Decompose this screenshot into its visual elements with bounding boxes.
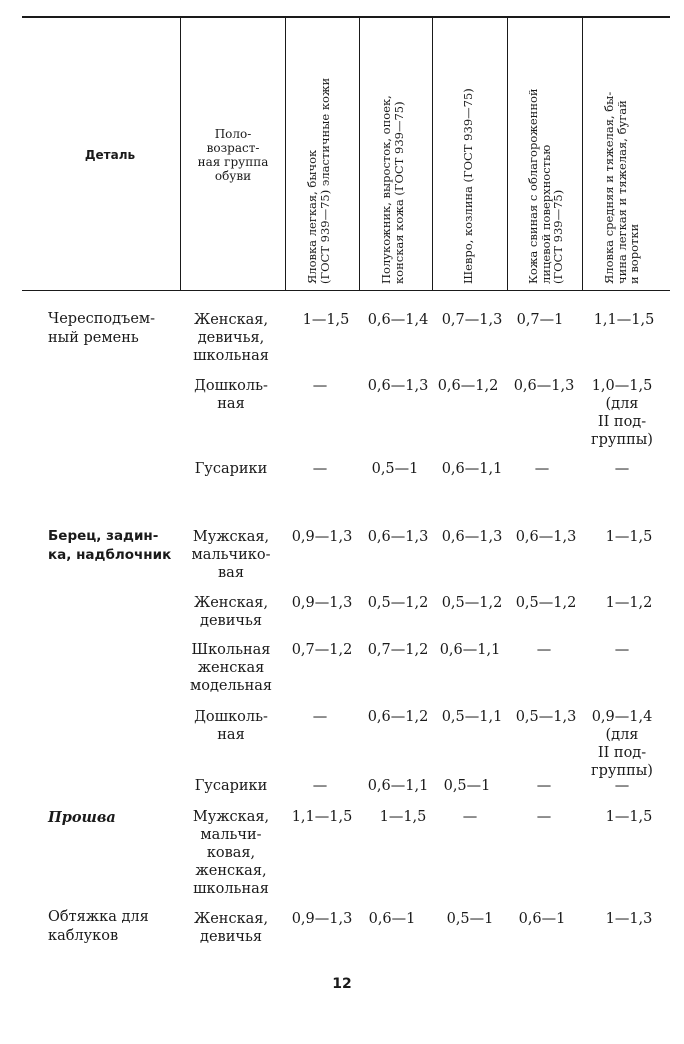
table-cell: 0,6—1,3 — [367, 378, 429, 394]
row-group — [186, 311, 276, 365]
header-column-1-text — [306, 28, 331, 284]
table-cell: 0,6—1,1 — [441, 461, 503, 477]
table-cell-text — [584, 377, 660, 449]
text-line: Обтяжка для — [48, 909, 149, 925]
row-group-text — [186, 460, 276, 478]
column-divider — [180, 18, 181, 290]
row-detail-text — [48, 310, 178, 348]
text-line: школьная — [193, 881, 269, 897]
text-line: ная — [217, 396, 245, 412]
text-line: Шевро, козлина (ГОСТ 939—75) — [461, 88, 475, 284]
row-group — [186, 594, 276, 630]
row-group — [186, 808, 276, 898]
text-line: Берец, задин- — [48, 528, 159, 544]
header-bottom-rule — [22, 290, 670, 291]
table-cell: 0,6—1 — [368, 911, 416, 927]
text-line: чина легкая и тяжелая, бугай — [614, 100, 629, 284]
table-top-rule — [22, 16, 670, 18]
table-cell: 0,5—1 — [446, 911, 494, 927]
table-cell: 1—1,5 — [302, 312, 350, 328]
text-line: женская, — [195, 863, 267, 879]
table-cell: 0,5—1,2 — [367, 595, 429, 611]
row-group — [186, 460, 276, 478]
text-line: ная группа — [197, 155, 269, 169]
row-group-text — [186, 528, 276, 582]
table-cell: — — [312, 461, 328, 477]
row-group-text — [186, 777, 276, 795]
header-column-3 — [462, 28, 475, 284]
table-cell: — — [614, 642, 630, 658]
table-cell: 0,9—1,3 — [291, 595, 353, 611]
text-line: 1,0—1,5 — [591, 378, 653, 394]
table-cell: 0,7—1 — [516, 312, 564, 328]
text-line: Поло- — [214, 127, 252, 141]
table-cell: 1—1,2 — [605, 595, 653, 611]
text-line: ная — [217, 727, 245, 743]
text-line: Женская, — [193, 911, 269, 927]
column-divider — [359, 18, 360, 290]
row-detail-text — [48, 908, 176, 946]
text-line: Женская, — [193, 312, 269, 328]
text-line: каблуков — [48, 928, 119, 944]
table-cell: — — [536, 642, 552, 658]
column-divider — [507, 18, 508, 290]
header-column-4 — [527, 28, 565, 284]
text-line: ка, надблочник — [48, 547, 172, 563]
text-line: школьная — [193, 348, 269, 364]
table-cell: 0,9—1,3 — [291, 529, 353, 545]
table-cell: 0,6—1 — [518, 911, 566, 927]
text-line: Мужская, — [192, 809, 270, 825]
text-line: лицевой поверхностью — [538, 144, 553, 284]
text-line: конская кожа (ГОСТ 939—75) — [391, 101, 406, 284]
column-divider — [582, 18, 583, 290]
table-cell: 0,5—1 — [443, 778, 491, 794]
row-detail-text — [48, 527, 180, 565]
table-cell: 0,6—1,1 — [439, 642, 501, 658]
text-line: Мужская, — [192, 529, 270, 545]
header-detail: Деталь — [84, 148, 136, 162]
text-line: и воротки — [627, 223, 641, 284]
text-line: (для — [605, 396, 639, 412]
table-cell: 1—1,5 — [605, 809, 653, 825]
table-cell: 0,5—1,2 — [441, 595, 503, 611]
text-line: Прошва — [48, 809, 116, 826]
table-cell — [584, 708, 660, 780]
table-cell: 0,6—1,3 — [441, 529, 503, 545]
table-cell: — — [536, 809, 552, 825]
table-cell: 0,7—1,3 — [441, 312, 503, 328]
text-line: мальчи- — [200, 827, 262, 843]
text-line: группы) — [591, 763, 653, 779]
page-number: 12 — [332, 976, 352, 992]
row-group — [186, 377, 276, 413]
text-line: Дошколь- — [194, 709, 268, 725]
row-group-text — [186, 708, 276, 744]
row-group-text — [186, 808, 276, 898]
row-group — [186, 641, 276, 695]
text-line: 0,9—1,4 — [591, 709, 653, 725]
text-line: Гусарики — [194, 778, 268, 794]
row-group-text — [186, 641, 276, 695]
text-line: модельная — [189, 678, 273, 694]
text-line: ный ремень — [48, 330, 139, 346]
text-line: Чересподъем- — [48, 311, 156, 327]
table-cell: 0,5—1,2 — [515, 595, 577, 611]
text-line: женская — [197, 660, 265, 676]
table-cell: 1,1—1,5 — [291, 809, 353, 825]
header-column-2-text — [380, 28, 405, 284]
table-cell: 0,6—1,1 — [367, 778, 429, 794]
column-divider — [432, 18, 433, 290]
row-group-text — [186, 377, 276, 413]
row-detail — [48, 808, 180, 827]
text-line: II под- — [597, 414, 647, 430]
text-line: вая — [218, 565, 244, 581]
table-cell: 0,7—1,2 — [291, 642, 353, 658]
text-line: девичья — [200, 613, 262, 629]
text-line: обуви — [214, 169, 252, 183]
text-line: девичья — [200, 929, 262, 945]
text-line: Женская, — [193, 595, 269, 611]
row-group — [186, 528, 276, 582]
text-line: Полукожник, выросток, опоек, — [379, 95, 393, 284]
text-line: Школьная — [191, 642, 271, 658]
header-group — [188, 127, 278, 183]
table-cell: — — [312, 709, 328, 725]
table-cell: 1—1,5 — [379, 809, 427, 825]
text-line: Гусарики — [194, 461, 268, 477]
text-line: Дошколь- — [194, 378, 268, 394]
table-cell: 0,9—1,3 — [291, 911, 353, 927]
row-detail-text — [48, 808, 180, 827]
text-line: девичья, — [197, 330, 265, 346]
header-column-5-text — [603, 28, 641, 284]
table-cell: 0,6—1,4 — [367, 312, 429, 328]
table-cell: 0,6—1,2 — [437, 378, 499, 394]
text-line: возраст- — [206, 141, 260, 155]
header-column-3-text — [462, 28, 475, 284]
table-cell: 0,6—1,3 — [367, 529, 429, 545]
column-divider — [285, 18, 286, 290]
text-line: (ГОСТ 939—75) — [551, 189, 565, 284]
table-cell: — — [536, 778, 552, 794]
text-line: ковая, — [206, 845, 256, 861]
table-cell: — — [312, 778, 328, 794]
text-line: II под- — [597, 745, 647, 761]
table-cell: 0,6—1,3 — [513, 378, 575, 394]
text-line: (ГОСТ 939—75) эластичные кожи — [317, 77, 332, 284]
row-group — [186, 777, 276, 795]
table-cell: 0,5—1 — [371, 461, 419, 477]
row-detail — [48, 527, 180, 565]
table-cell — [584, 377, 660, 449]
row-group-text — [186, 594, 276, 630]
table-cell: 0,5—1,3 — [515, 709, 577, 725]
table-cell: — — [534, 461, 550, 477]
table-cell: 0,7—1,2 — [367, 642, 429, 658]
table-cell: 1,1—1,5 — [593, 312, 655, 328]
header-column-1 — [306, 28, 331, 284]
table-cell: — — [614, 461, 630, 477]
table-cell: — — [614, 778, 630, 794]
table-cell: 0,6—1,2 — [367, 709, 429, 725]
row-detail — [48, 310, 178, 348]
text-line: Яловка средняя и тяжелая, бы- — [602, 91, 616, 284]
header-group-line — [188, 127, 278, 183]
row-group — [186, 708, 276, 744]
table-cell: — — [462, 809, 478, 825]
header-column-2 — [380, 28, 405, 284]
table-cell: 1—1,5 — [605, 529, 653, 545]
table-cell: 1—1,3 — [605, 911, 653, 927]
row-detail — [48, 908, 176, 946]
header-column-4-text — [527, 28, 565, 284]
header-column-5 — [603, 28, 641, 284]
text-line: Яловка легкая, бычок — [305, 149, 319, 284]
table-cell: — — [312, 378, 328, 394]
text-line: Кожа свиная с облагороженной — [526, 88, 540, 284]
text-line: мальчико- — [191, 547, 271, 563]
text-line: (для — [605, 727, 639, 743]
row-group-text — [186, 311, 276, 365]
table-cell-text — [584, 708, 660, 780]
table-cell: 0,6—1,3 — [515, 529, 577, 545]
text-line: группы) — [591, 432, 653, 448]
row-group-text — [186, 910, 276, 946]
table-cell: 0,5—1,1 — [441, 709, 503, 725]
row-group — [186, 910, 276, 946]
